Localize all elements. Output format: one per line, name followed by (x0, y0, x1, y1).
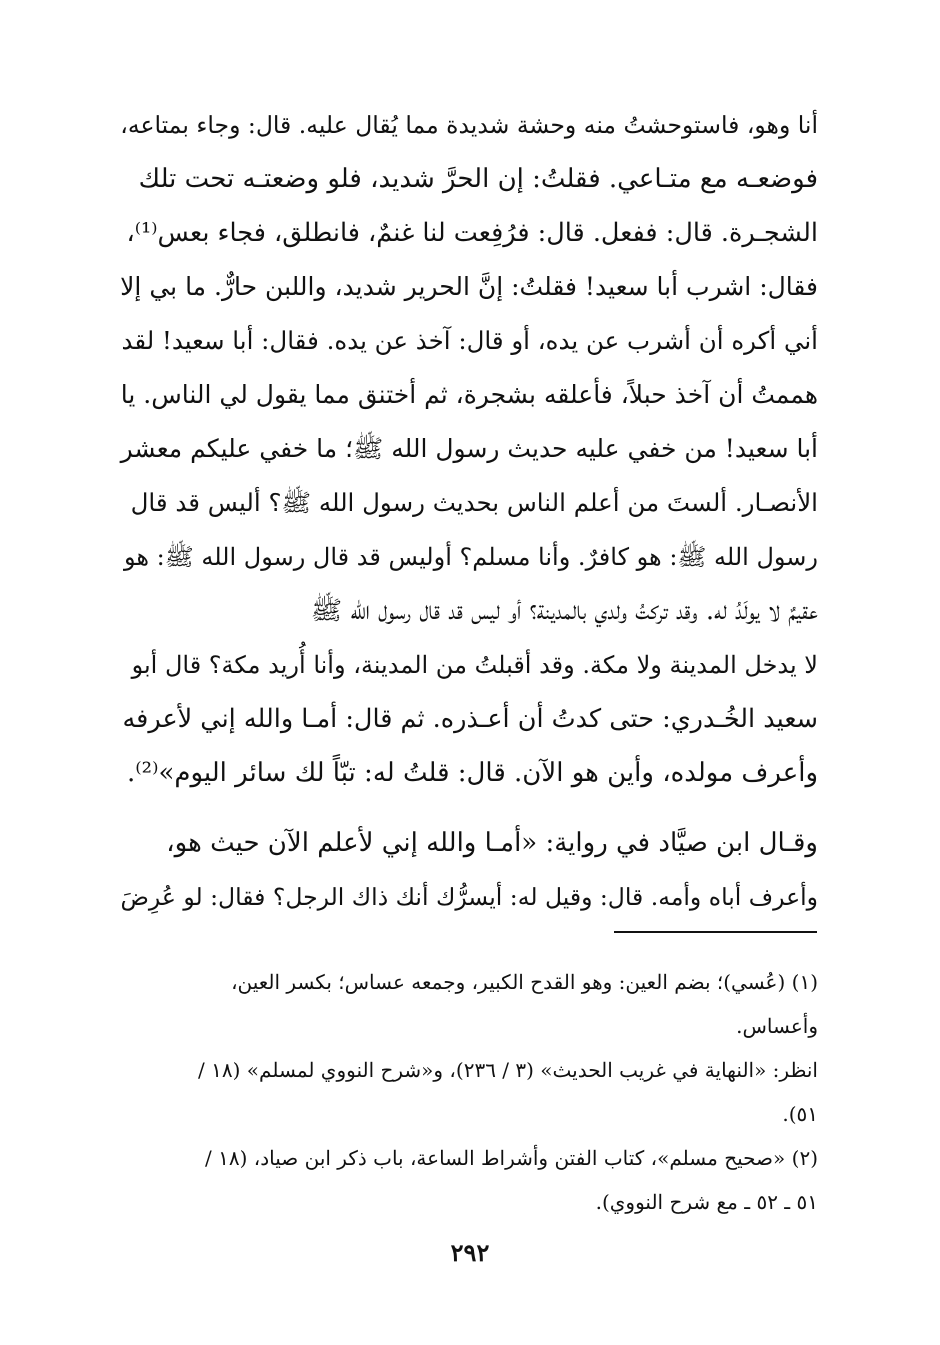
text-line: وأعرف مولده، وأين هو الآن. قال: قلتُ له: تبّاً لك سائر اليوم»⁽²⁾. (126, 758, 818, 788)
text-line: أني أكره أن أشرب عن يده، أو قال: آخذ عن يده. فقال: أبا سعيد! لقد (121, 326, 818, 355)
text-line: فوضعـه مع متـاعي. فقلتُ: إن الحرَّ شديد، فلو وضعتـه تحت تلك (138, 164, 818, 194)
footnote-line: وأعساس. (736, 1014, 818, 1038)
text-line: رسول الله ﷺ: هو كافرٌ. وأنا مسلم؟ أوليس قد قال رسول الله ﷺ: هو (123, 543, 818, 571)
footnote-line: (١) (عُسي)؛ بضم العين: وهو القدح الكبير، وجمعه عساس؛ بكسر العين، (231, 970, 818, 994)
text-line: وأعرف أباه وأمه. قال: وقيل له: أيسرُّك أنك ذاك الرجل؟ فقال: لو عُرِضَ (120, 883, 818, 911)
footnotes (118, 960, 818, 1224)
footnote-line: (٢) «صحيح مسلم»، كتاب الفتن وأشراط الساعة، باب ذكر ابن صياد، (١٨ / (205, 1146, 818, 1170)
footnote-separator (614, 931, 817, 933)
page-number: ٢٩٢ (450, 1238, 490, 1267)
text-line: الأنصـار. ألستَ من أعلم الناس بحديث رسول الله ﷺ؟ أليس قد قال (130, 488, 818, 517)
text-line: وقـال ابن صيَّاد في رواية: «أمـا والله إني لأعلم الآن حيث هو، (166, 828, 818, 858)
text-line: أنا وهو، فاستوحشتُ منه وحشة شديدة مما يُقال عليه. قال: وجاء بمتاعه، (120, 111, 818, 139)
text-line: أبا سعيد! من خفي عليه حديث رسول الله ﷺ؛ ما خفي عليكم معشر (120, 434, 818, 463)
text-line: لا يدخل المدينة ولا مكة. وقد أقبلتُ من المدينة، وأنا أُريد مكة؟ قال أبو (131, 651, 818, 679)
main-text (118, 98, 818, 924)
text-line: الشجـرة. قال: ففعل. قال: فرُفِعت لنا غنمٌ، فانطلق، فجاء بعس⁽¹⁾، (126, 218, 818, 248)
text-line: هممتُ أن آخذ حبلاً، فأعلقه بشجرة، ثم أختنق مما يقول لي الناس. يا (120, 380, 818, 409)
text-line: فقال: اشرب أبا سعيد! فقلتُ: إنَّ الحرير شديد، واللبن حارٌّ. ما بي إلا (120, 272, 818, 301)
footnote-line: ٥١). (782, 1102, 818, 1126)
footnote-line: ٥١ ـ ٥٢ ـ مع شرح النووي). (595, 1190, 818, 1214)
text-line: سعيد الخُـدري: حتى كدتُ أن أعـذره. ثم قال: أمـا والله إني لأعرفه (122, 704, 818, 734)
text-line: عقيمٌ لا يولَدُ له. وقد تركتُ ولدي بالمدينة؟ أو ليس قد قال رسول الله ﷺ (310, 596, 818, 626)
paragraph-gap (118, 800, 818, 816)
footnote-line: انظر: «النهاية في غريب الحديث» (٣ / ٢٣٦)، و«شرح النووي لمسلم» (١٨ / (198, 1058, 818, 1082)
